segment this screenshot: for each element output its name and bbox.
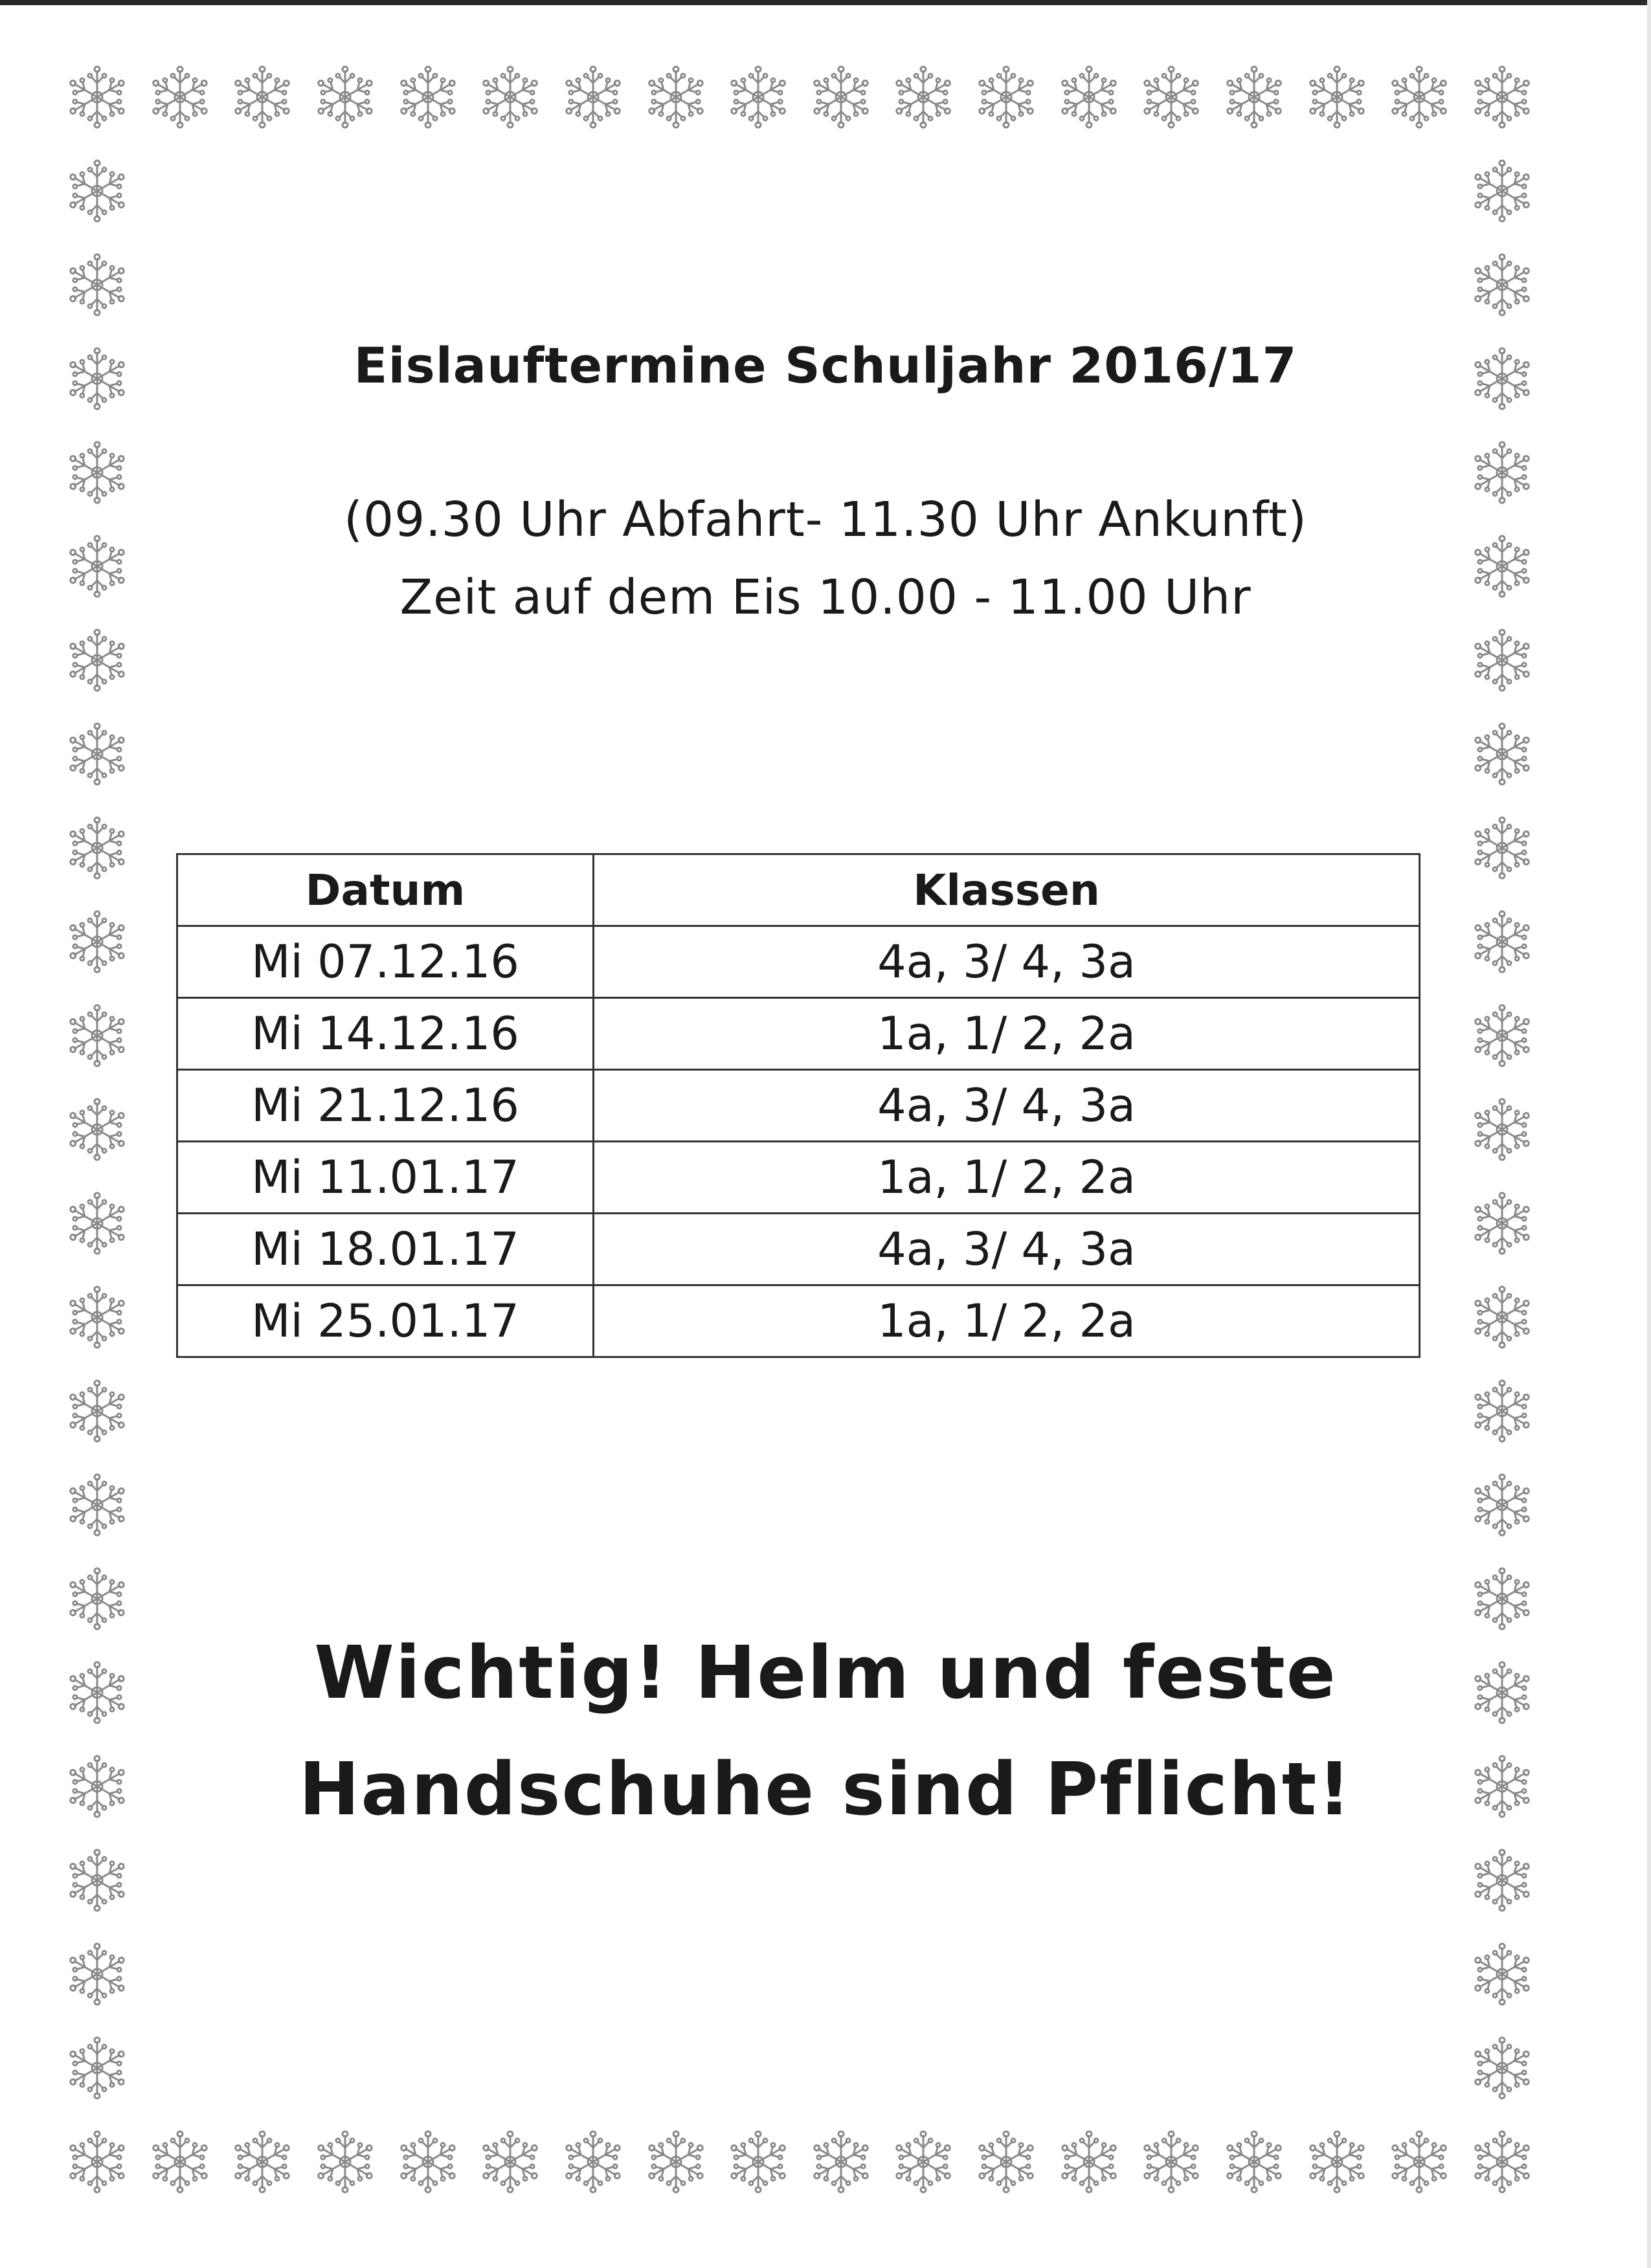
snowflake-icon xyxy=(1470,1003,1534,1068)
snowflake-icon xyxy=(313,2129,377,2194)
schedule-table xyxy=(176,853,1421,1358)
row-date: Mi 14.12.16 xyxy=(177,998,594,1070)
row-classes: 4a, 3/ 4, 3a xyxy=(594,1070,1420,1142)
snowflake-icon xyxy=(1470,1566,1534,1631)
table-row xyxy=(177,1214,1420,1285)
snowflake-icon xyxy=(1470,1379,1534,1443)
snowflake-icon xyxy=(65,1566,129,1631)
table-row xyxy=(177,1142,1420,1214)
snowflake-icon xyxy=(148,2129,212,2194)
snowflake-icon xyxy=(1387,2129,1452,2194)
snowflake-icon xyxy=(65,1942,129,2007)
row-date: Mi 25.01.17 xyxy=(177,1285,594,1357)
snowflake-icon xyxy=(1470,2036,1534,2100)
snowflake-icon xyxy=(891,65,956,129)
snowflake-icon xyxy=(396,65,460,129)
snowflake-icon xyxy=(65,159,129,223)
table-row xyxy=(177,1285,1420,1357)
snowflake-icon xyxy=(1470,159,1534,223)
snowflake-icon xyxy=(65,1379,129,1443)
table-header-row xyxy=(177,854,1420,926)
snowflake-icon xyxy=(65,252,129,317)
snowflake-icon xyxy=(974,2129,1039,2194)
snowflake-icon xyxy=(1470,1097,1534,1162)
snowflake-icon xyxy=(1470,252,1534,317)
snowflake-icon xyxy=(230,2129,295,2194)
snowflake-icon xyxy=(65,1285,129,1350)
snowflake-icon xyxy=(1305,2129,1369,2194)
table-row xyxy=(177,998,1420,1070)
snowflake-icon xyxy=(1470,1473,1534,1537)
snowflake-icon xyxy=(809,65,873,129)
snowflake-icon xyxy=(726,2129,791,2194)
snowflake-icon xyxy=(65,2036,129,2100)
snowflake-icon xyxy=(65,909,129,974)
snowflake-icon xyxy=(1470,1191,1534,1256)
snowflake-icon xyxy=(65,1848,129,1913)
snowflake-icon xyxy=(478,2129,543,2194)
snowflake-icon xyxy=(1222,65,1286,129)
row-date: Mi 18.01.17 xyxy=(177,1214,594,1285)
snowflake-icon xyxy=(65,1191,129,1256)
snowflake-icon xyxy=(148,65,212,129)
snowflake-icon xyxy=(1470,65,1534,129)
snowflake-icon xyxy=(809,2129,873,2194)
snowflake-icon xyxy=(1470,1285,1534,1350)
snowflake-icon xyxy=(396,2129,460,2194)
snowflake-icon xyxy=(230,65,295,129)
header-date: Datum xyxy=(177,854,594,926)
snowflake-icon xyxy=(65,628,129,693)
snowflake-icon xyxy=(1387,65,1452,129)
snowflake-icon xyxy=(1470,909,1534,974)
snowflake-icon xyxy=(891,2129,956,2194)
snowflake-icon xyxy=(1470,2129,1534,2194)
snowflake-icon xyxy=(65,722,129,786)
snowflake-icon xyxy=(1222,2129,1286,2194)
snowflake-icon xyxy=(65,65,129,129)
row-classes: 4a, 3/ 4, 3a xyxy=(594,926,1420,998)
snowflake-icon xyxy=(561,2129,625,2194)
snowflake-icon xyxy=(65,816,129,880)
snowflake-icon xyxy=(65,2129,129,2194)
row-date: Mi 21.12.16 xyxy=(177,1070,594,1142)
row-classes: 1a, 1/ 2, 2a xyxy=(594,1142,1420,1214)
snowflake-icon xyxy=(313,65,377,129)
snowflake-icon xyxy=(726,65,791,129)
row-classes: 4a, 3/ 4, 3a xyxy=(594,1214,1420,1285)
table-row xyxy=(177,926,1420,998)
ice-time: Zeit auf dem Eis 10.00 - 11.00 Uhr xyxy=(399,570,1252,625)
snowflake-icon xyxy=(1470,722,1534,786)
snowflake-icon xyxy=(974,65,1039,129)
snowflake-icon xyxy=(644,2129,708,2194)
snowflake-icon xyxy=(65,1003,129,1068)
snowflake-icon xyxy=(65,1473,129,1537)
row-date: Mi 11.01.17 xyxy=(177,1142,594,1214)
departure-arrival-times: (09.30 Uhr Abfahrt- 11.30 Uhr Ankunft) xyxy=(344,492,1307,548)
snowflake-icon xyxy=(1470,1848,1534,1913)
snowflake-icon xyxy=(65,1097,129,1162)
snowflake-icon xyxy=(644,65,708,129)
snowflake-icon xyxy=(1470,1942,1534,2007)
snowflake-icon xyxy=(561,65,625,129)
row-classes: 1a, 1/ 2, 2a xyxy=(594,1285,1420,1357)
row-date: Mi 07.12.16 xyxy=(177,926,594,998)
snowflake-icon xyxy=(1305,65,1369,129)
notice-line-1: Wichtig! Helm und feste xyxy=(314,1631,1337,1715)
snowflake-icon xyxy=(1139,65,1204,129)
snowflake-icon xyxy=(1057,65,1121,129)
row-classes: 1a, 1/ 2, 2a xyxy=(594,998,1420,1070)
snowflake-icon xyxy=(1139,2129,1204,2194)
table-row xyxy=(177,1070,1420,1142)
header-classes: Klassen xyxy=(594,854,1420,926)
snowflake-icon xyxy=(1057,2129,1121,2194)
snowflake-icon xyxy=(1470,816,1534,880)
snowflake-icon xyxy=(478,65,543,129)
snowflake-icon xyxy=(1470,628,1534,693)
page-title: Eislauftermine Schuljahr 2016/17 xyxy=(354,337,1297,394)
notice-line-2: Handschuhe sind Pflicht! xyxy=(298,1748,1353,1832)
